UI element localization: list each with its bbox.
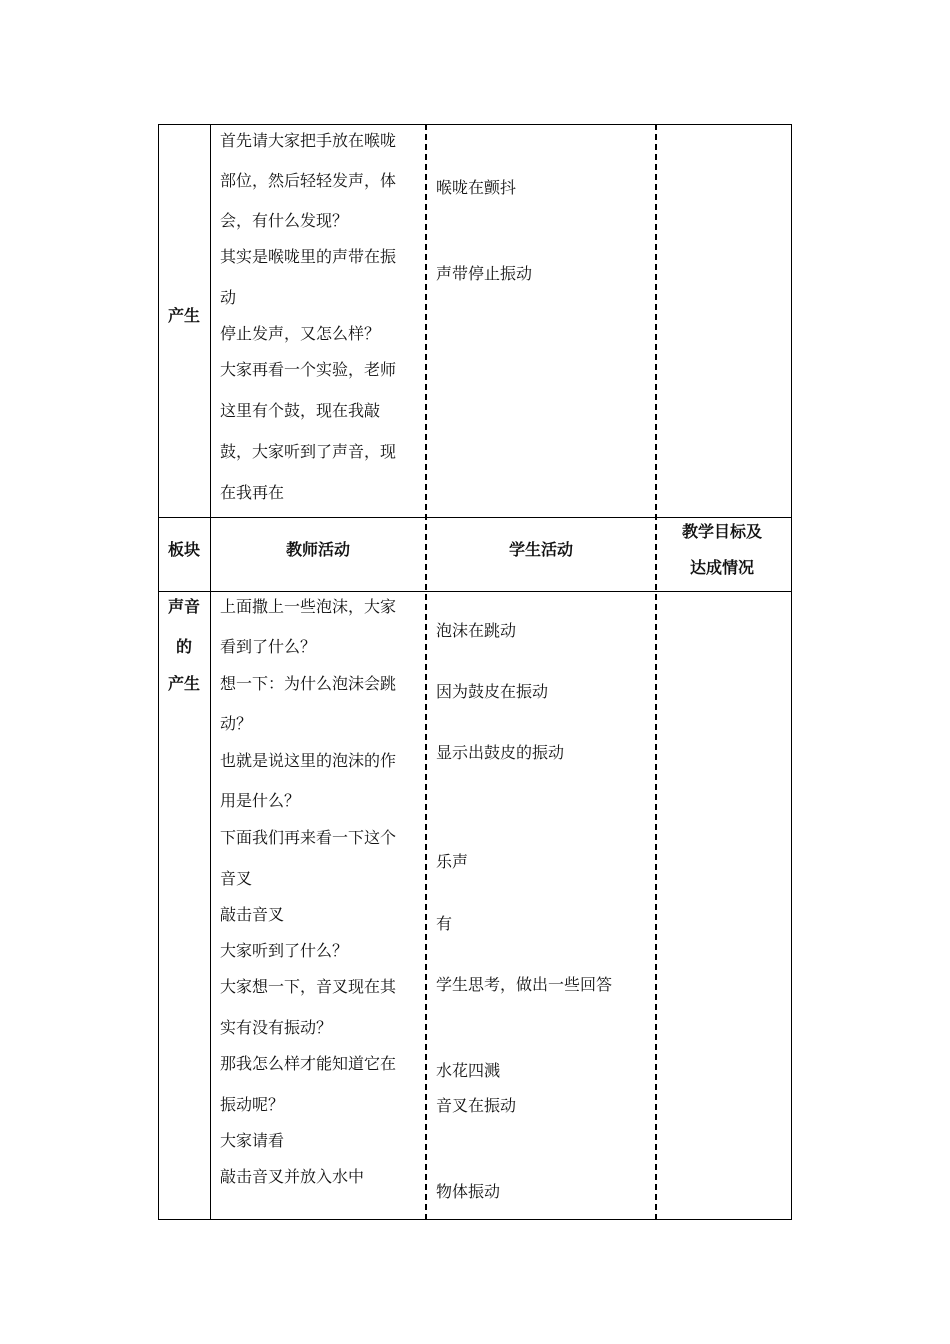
header-objectives-cont: 达成情况	[690, 558, 755, 577]
student-line: 声带停止振动	[436, 264, 533, 283]
teacher-line: 看到了什么？	[220, 637, 317, 656]
teacher-line: 想一下：为什么泡沫会跳	[220, 674, 397, 693]
teacher-line: 下面我们再来看一下这个	[220, 828, 397, 847]
teacher-line: 鼓，大家听到了声音，现	[220, 442, 397, 461]
teacher-line: 敲击音叉并放入水中	[220, 1167, 365, 1186]
teacher-line: 用是什么？	[220, 791, 301, 810]
teacher-line: 大家再看一个实验，老师	[220, 360, 397, 379]
column-divider-1	[210, 124, 211, 1220]
column-divider-2	[425, 124, 427, 1220]
student-line: 因为鼓皮在振动	[436, 682, 549, 701]
student-line: 音叉在振动	[436, 1096, 517, 1115]
section-label: 声音	[168, 597, 201, 616]
student-line: 喉咙在颤抖	[436, 178, 517, 197]
student-line: 学生思考，做出一些回答	[436, 975, 613, 994]
student-line: 有	[436, 914, 453, 933]
teacher-line: 大家想一下，音叉现在其	[220, 977, 397, 996]
student-line: 物体振动	[436, 1182, 501, 1201]
teacher-line: 音叉	[220, 869, 253, 888]
teacher-line: 部位，然后轻轻发声，体	[220, 171, 397, 190]
header-section: 板块	[168, 540, 201, 559]
teacher-line: 会，有什么发现？	[220, 211, 349, 230]
teacher-line: 振动呢？	[220, 1095, 285, 1114]
table-top-border	[158, 124, 792, 125]
teacher-line: 首先请大家把手放在喉咙	[220, 131, 397, 150]
header-objectives: 教学目标及	[682, 522, 763, 541]
teacher-line: 在我再在	[220, 483, 285, 502]
student-line: 乐声	[436, 852, 469, 871]
table-right-border	[791, 124, 792, 1220]
student-line: 显示出鼓皮的振动	[436, 743, 565, 762]
teacher-line: 动？	[220, 714, 253, 733]
teacher-line: 大家请看	[220, 1131, 285, 1150]
student-line: 水花四溅	[436, 1061, 501, 1080]
section-label: 产生	[168, 674, 201, 693]
teacher-line: 实有没有振动？	[220, 1018, 333, 1037]
section-label: 的	[176, 637, 193, 656]
header-bottom-border	[158, 591, 792, 592]
section-label: 产生	[168, 306, 201, 325]
column-divider-3	[655, 124, 657, 1220]
table-left-border	[158, 124, 159, 1220]
teacher-line: 那我怎么样才能知道它在	[220, 1054, 397, 1073]
teacher-line: 大家听到了什么？	[220, 941, 349, 960]
student-line: 泡沫在跳动	[436, 621, 517, 640]
teacher-line: 敲击音叉	[220, 905, 285, 924]
teacher-line: 其实是喉咙里的声带在振	[220, 247, 397, 266]
teacher-line: 这里有个鼓，现在我敲	[220, 401, 381, 420]
header-student-activity: 学生活动	[509, 540, 574, 559]
teacher-line: 停止发声，又怎么样？	[220, 324, 381, 343]
teacher-line: 动	[220, 288, 237, 307]
table-bottom-border	[158, 1219, 792, 1220]
teacher-line: 也就是说这里的泡沫的作	[220, 751, 397, 770]
header-top-border	[158, 517, 792, 518]
header-teacher-activity: 教师活动	[286, 540, 351, 559]
teacher-line: 上面撒上一些泡沫，大家	[220, 597, 397, 616]
